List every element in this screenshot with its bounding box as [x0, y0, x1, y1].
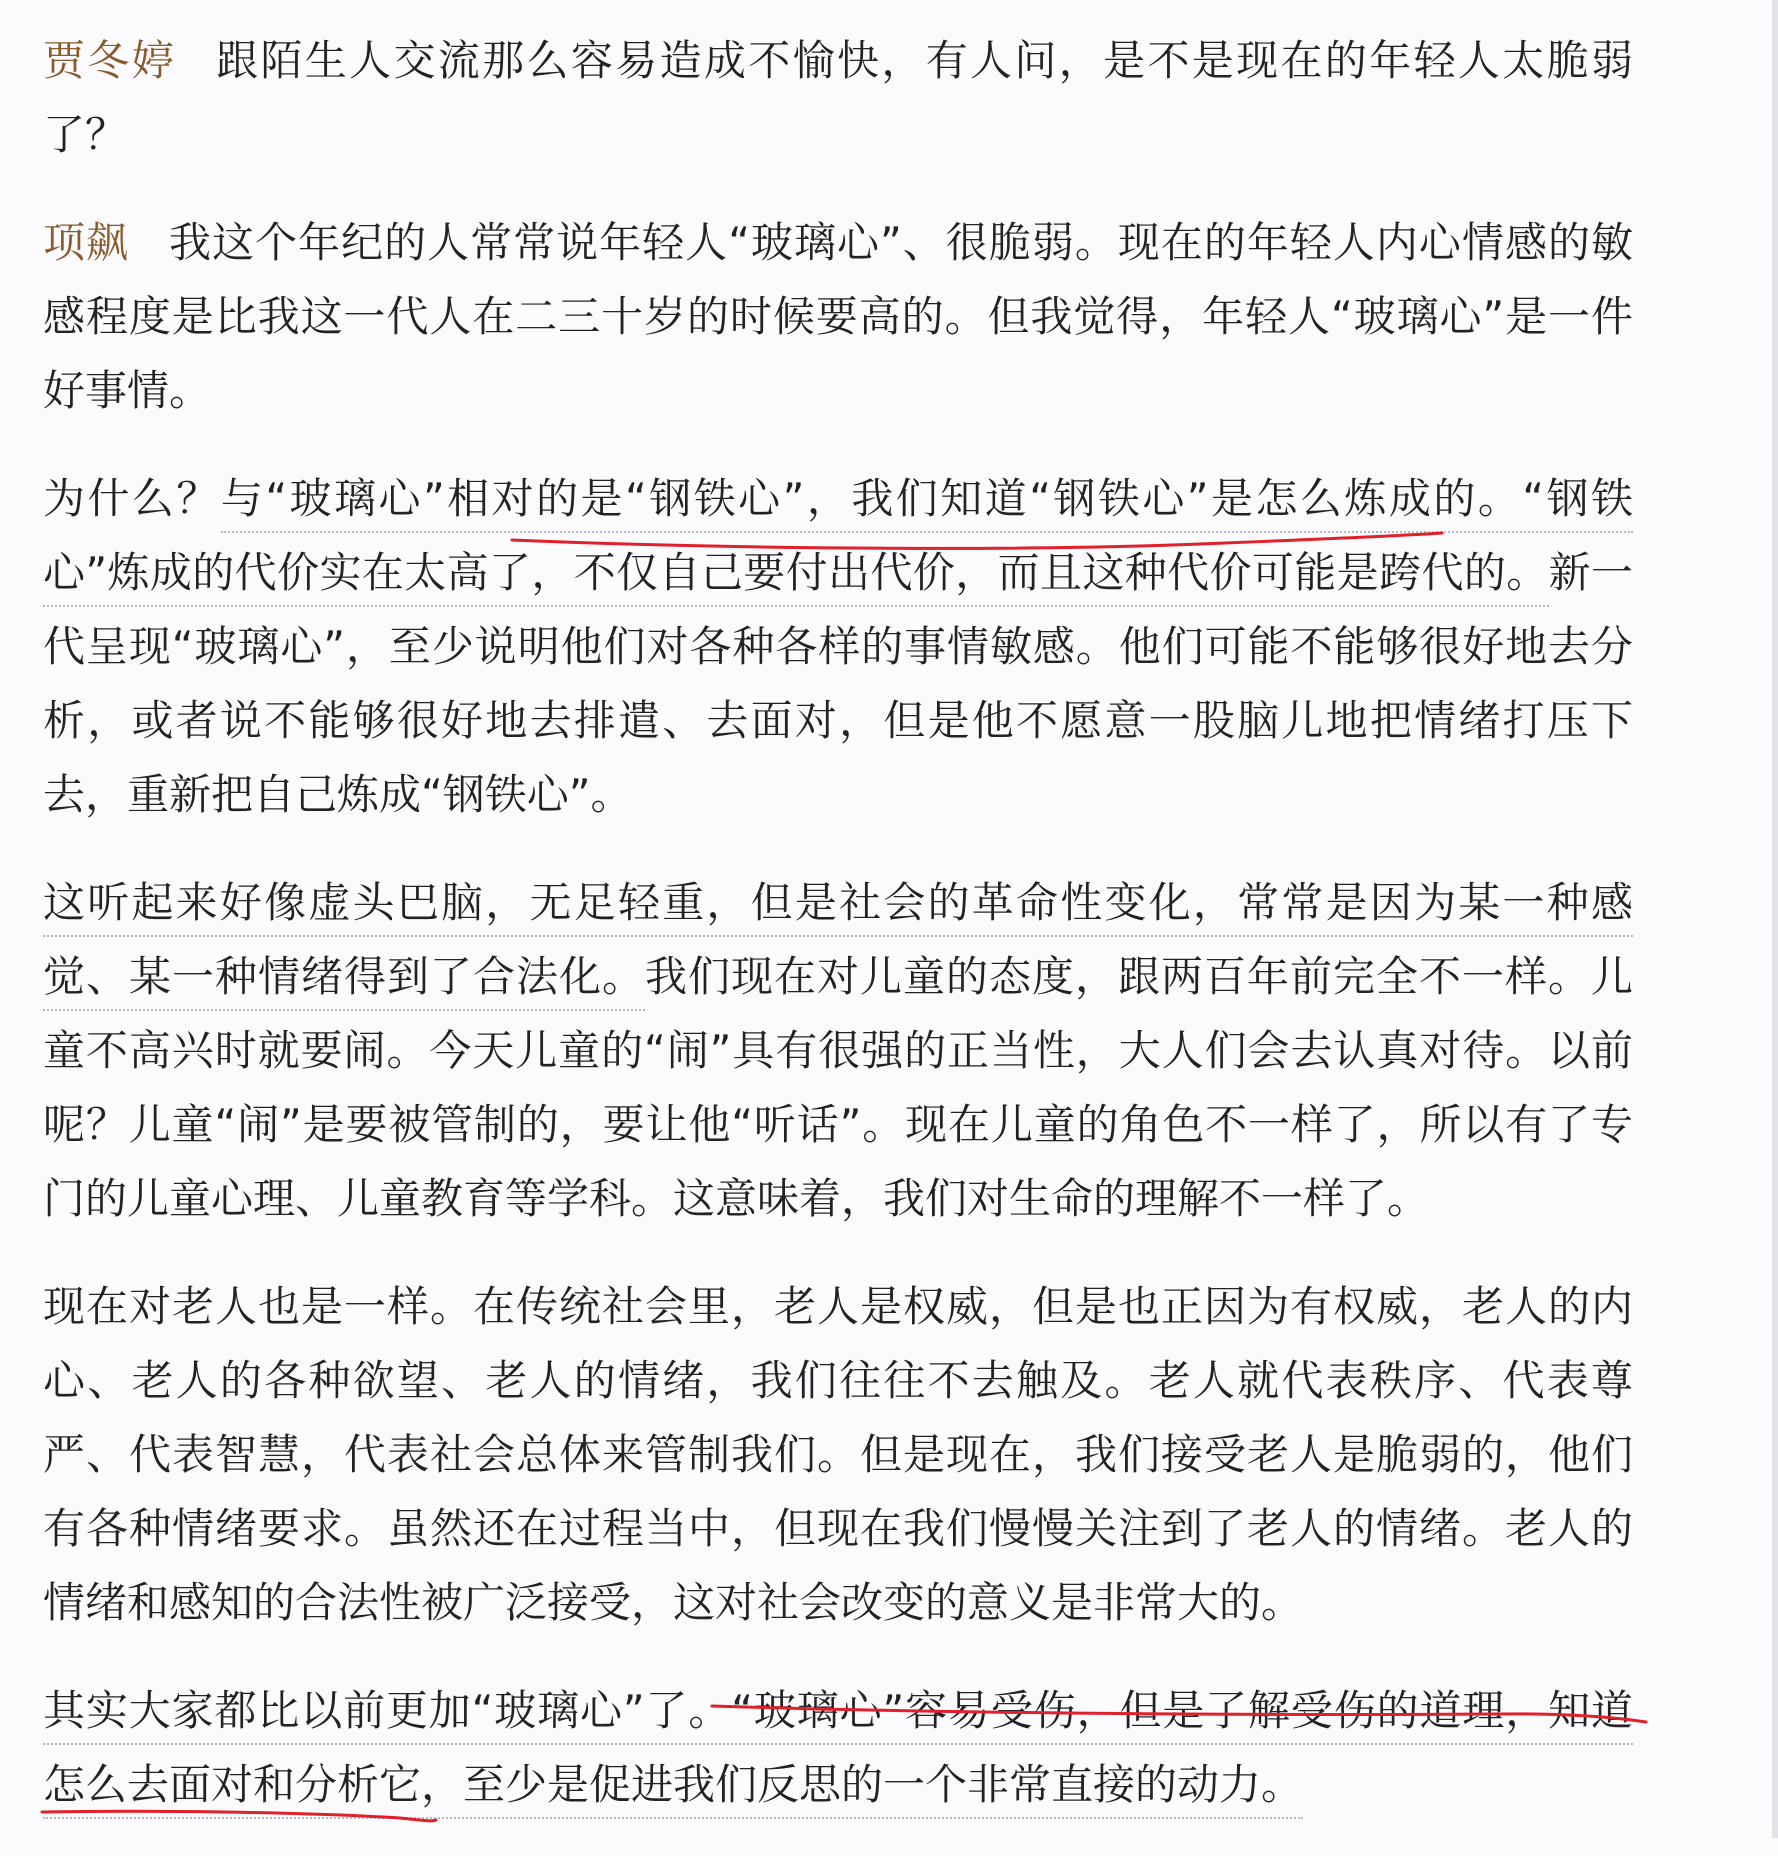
- page-edge: [1772, 0, 1778, 1838]
- highlighted-passage[interactable]: 与“玻璃心”相对的是“钢铁心”，我们知道“钢铁心”是怎么炼成的。“钢铁心”炼成的代价实在太高了，不仅自己要付出代价，而且这种代价可能是跨代的。: [43, 474, 1633, 607]
- speaker-name: 项飙: [43, 218, 130, 267]
- paragraph-text: 我们现在对儿童的态度，跟两百年前完全不一样。儿童不高兴时就要闹。今天儿童的“闹”具有很强的正当性，大人们会去认真对待。以前呢？儿童“闹”是要被管制的，要让他“听话”。现在儿童的角色不一样了，所以有了专门的儿童心理、儿童教育等学科。这意味着，我们对生命的理解不一样了。: [43, 952, 1633, 1223]
- paragraph-3: [43, 462, 1633, 832]
- paragraph-6: [43, 1674, 1633, 1822]
- paragraph-text: 我这个年纪的人常常说年轻人“玻璃心”、很脆弱。现在的年轻人内心情感的敏感程度是比我这一代人在二三十岁的时候要高的。但我觉得，年轻人“玻璃心”是一件好事情。: [43, 218, 1633, 415]
- paragraph-5: [43, 1270, 1633, 1640]
- highlighted-passage[interactable]: 这听起来好像虚头巴脑，无足轻重，但是社会的革命性变化，常常是因为某一种感觉、某一种情绪得到了合法化。: [43, 878, 1633, 1011]
- article-body: [43, 24, 1633, 1856]
- paragraph-1: [43, 24, 1633, 172]
- paragraph-text: 跟陌生人交流那么容易造成不愉快，有人问，是不是现在的年轻人太脆弱了？: [43, 36, 1633, 159]
- paragraph-text: 新一代呈现“玻璃心”，至少说明他们对各种各样的事情敏感。他们可能不能够很好地去分析，或者说不能够很好地去排遣、去面对，但是他不愿意一股脑儿地把情绪打压下去，重新把自己炼成“钢铁心”。: [43, 548, 1633, 819]
- paragraph-text: 现在对老人也是一样。在传统社会里，老人是权威，但是也正因为有权威，老人的内心、老人的各种欲望、老人的情绪，我们往往不去触及。老人就代表秩序、代表尊严、代表智慧，代表社会总体来管制我们。但是现在，我们接受老人是脆弱的，他们有各种情绪要求。虽然还在过程当中，但现在我们慢慢关注到了老人的情绪。老人的情绪和感知的合法性被广泛接受，这对社会改变的意义是非常大的。: [43, 1282, 1633, 1627]
- speaker-name: 贾冬婷: [43, 36, 177, 85]
- paragraph-4: [43, 866, 1633, 1236]
- paragraph-2: [43, 206, 1633, 428]
- highlighted-passage[interactable]: 其实大家都比以前更加“玻璃心”了。“玻璃心”容易受伤，但是了解受伤的道理，知道怎么去面对和分析它，至少是促进我们反思的一个非常直接的动力。: [43, 1686, 1633, 1819]
- paragraph-text: 为什么？: [43, 474, 221, 523]
